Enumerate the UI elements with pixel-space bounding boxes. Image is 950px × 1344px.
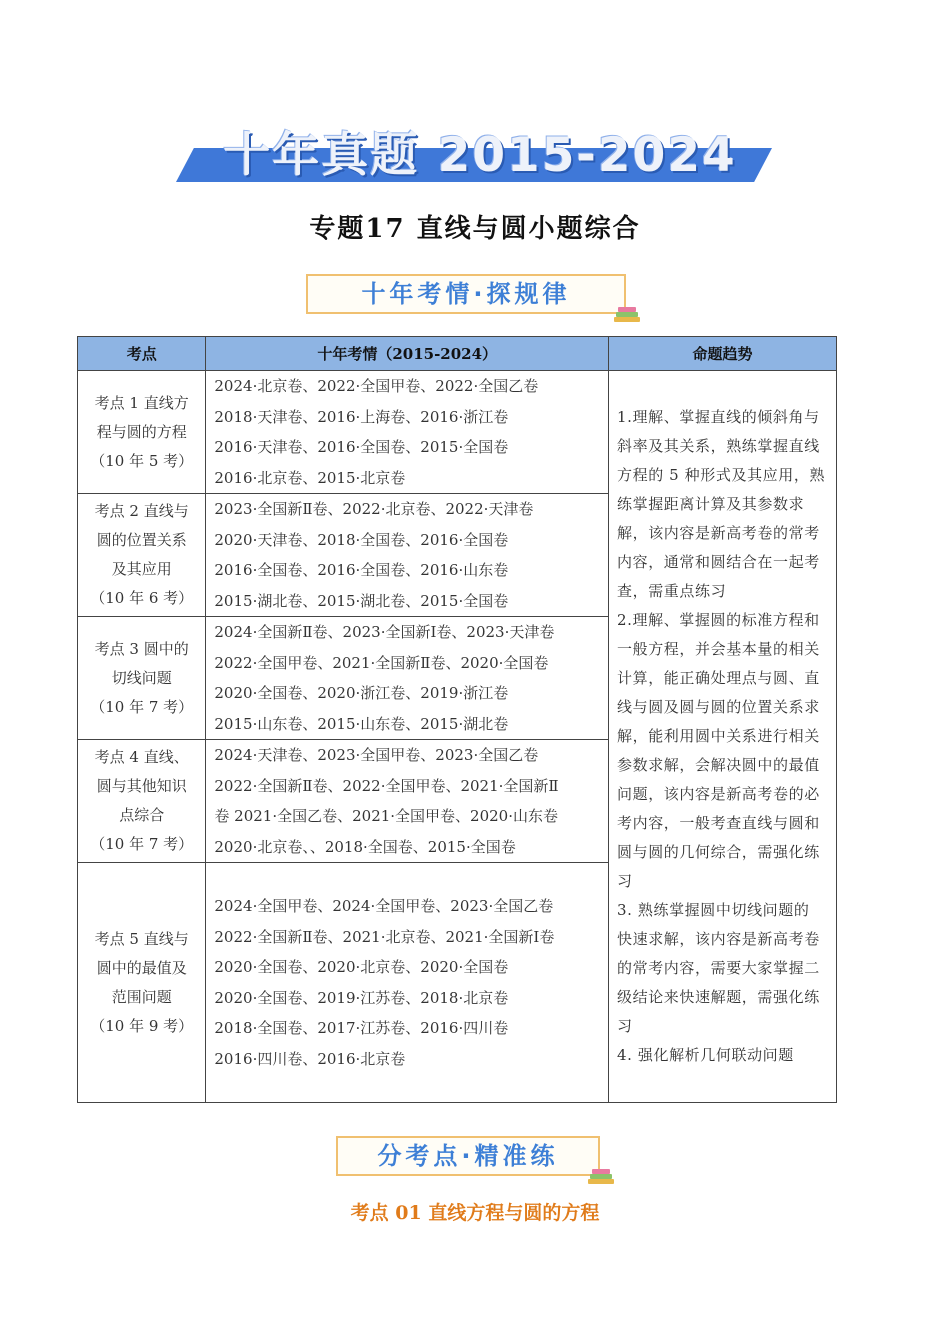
paper-line: 2015·山东卷、2015·山东卷、2015·湖北卷 (214, 714, 509, 733)
topic-line: 圆与其他知识 (96, 777, 187, 795)
title-banner (176, 118, 772, 184)
topic-line: 点综合 (119, 806, 165, 824)
papers-cell (206, 617, 609, 740)
trend-line: 快速求解，该内容是新高考卷 (617, 930, 820, 948)
paper-line: 2016·天津卷、2016·全国卷、2015·全国卷 (214, 438, 509, 456)
badge-label: 十年考情·探规律 (361, 280, 571, 308)
badge-label: 分考点·精准练 (377, 1142, 559, 1170)
paper-line: 2024·全国新Ⅱ卷、2023·全国新Ⅰ卷、2023·天津卷 (214, 623, 555, 641)
topic-line: 程与圆的方程 (96, 422, 187, 441)
topic-line: 考点 3 圆中的 (94, 639, 189, 658)
trend-line: 4. 强化解析几何联动问题 (617, 1046, 794, 1064)
trend-line: 一般方程，并会基本量的相关 (617, 640, 820, 658)
paper-line: 2020·全国卷、2020·北京卷、2020·全国卷 (214, 958, 509, 976)
paper-line: 2024·天津卷、2023·全国甲卷、2023·全国乙卷 (214, 746, 539, 764)
topic-cell (78, 494, 206, 617)
topic-cell (78, 617, 206, 740)
trend-cell (609, 371, 837, 1103)
trend-line: 2.理解、掌握圆的标准方程和 (617, 611, 820, 629)
paper-line: 2024·北京卷、2022·全国甲卷、2022·全国乙卷 (214, 377, 539, 395)
topic-line: （10 年 9 考） (90, 1016, 194, 1035)
header-trend: 命题趋势 (609, 337, 837, 371)
topic-line: 及其应用 (111, 560, 172, 578)
books-icon (614, 302, 640, 322)
trend-line: 计算，能正确处理点与圆、直 (617, 669, 820, 687)
topic-line: 考点 4 直线、 (94, 748, 189, 766)
paper-line: 2020·全国卷、2020·浙江卷、2019·浙江卷 (214, 684, 509, 702)
topic-line: 圆的位置关系 (96, 531, 187, 549)
papers-cell (206, 371, 609, 494)
paper-line: 2015·湖北卷、2015·湖北卷、2015·全国卷 (214, 591, 509, 610)
topic-line: 考点 1 直线方 (94, 393, 189, 412)
topic-line: （10 年 7 考） (90, 697, 194, 716)
exam-overview-table (77, 336, 837, 1103)
document-title: 专题17 直线与圆小题综合 (309, 214, 641, 244)
topic-cell (78, 371, 206, 494)
papers-cell (206, 494, 609, 617)
topic-line: 范围问题 (111, 987, 172, 1006)
paper-line: 2020·全国卷、2019·江苏卷、2018·北京卷 (214, 988, 509, 1007)
trend-line: 参数求解，会解决圆中的最值 (617, 756, 820, 774)
trend-line: 练掌握距离计算及其参数求 (617, 495, 805, 513)
trend-line: 的常考内容，需要大家掌握二 (617, 959, 820, 977)
header-topic: 考点 (78, 337, 206, 371)
trend-line: 斜率及其关系，熟练掌握直线 (617, 437, 820, 455)
paper-line: 2022·全国新Ⅱ卷、2022·全国甲卷、2021·全国新Ⅱ (214, 776, 559, 795)
topic-line: 切线问题 (111, 668, 172, 687)
header-papers: 十年考情（2015-2024） (206, 337, 609, 371)
topic-line: 圆中的最值及 (96, 958, 187, 977)
paper-line: 卷 2021·全国乙卷、2021·全国甲卷、2020·山东卷 (214, 807, 558, 825)
trend-line: 1.理解、掌握直线的倾斜角与 (617, 408, 820, 426)
paper-line: 2020·天津卷、2018·全国卷、2016·全国卷 (214, 530, 509, 549)
section-badge-practice (336, 1136, 600, 1176)
paper-line: 2022·全国甲卷、2021·全国新Ⅱ卷、2020·全国卷 (214, 653, 549, 672)
trend-line: 查，需重点练习 (617, 582, 727, 600)
paper-line: 2020·北京卷、、2018·全国卷、2015·全国卷 (214, 837, 516, 856)
paper-line: 2023·全国新Ⅱ卷、2022·北京卷、2022·天津卷 (214, 500, 534, 518)
trend-line: 内容，通常和圆结合在一起考 (617, 553, 820, 571)
section-badge-trends (306, 274, 626, 314)
paper-line: 2018·天津卷、2016·上海卷、2016·浙江卷 (214, 407, 509, 426)
topic-cell (78, 740, 206, 863)
topic-cell (78, 863, 206, 1103)
section-heading: 考点 01 直线方程与圆的方程 (350, 1202, 600, 1224)
trend-line: 解，能利用圆中关系进行相关 (617, 727, 820, 745)
trend-line: 线与圆及圆与圆的位置关系求 (617, 698, 820, 716)
banner-text: 十年真题 2015-2024 (223, 128, 737, 183)
trend-line: 习 (617, 872, 633, 890)
papers-cell (206, 863, 609, 1103)
table-header-row (78, 337, 837, 371)
topic-line: 考点 2 直线与 (94, 502, 189, 520)
paper-line: 2016·全国卷、2016·全国卷、2016·山东卷 (214, 561, 509, 579)
topic-line: 考点 5 直线与 (94, 929, 189, 948)
paper-line: 2016·北京卷、2015·北京卷 (214, 468, 406, 487)
topic-line: （10 年 5 考） (90, 451, 194, 470)
trend-line: 级结论来快速解题，需强化练 (617, 988, 820, 1006)
books-icon (588, 1164, 614, 1184)
trend-line: 方程的 5 种形式及其应用，熟 (617, 466, 826, 484)
trend-line: 习 (617, 1017, 633, 1035)
trend-line: 问题，该内容是新高考卷的必 (617, 785, 820, 803)
paper-line: 2022·全国新Ⅱ卷、2021·北京卷、2021·全国新Ⅰ卷 (214, 927, 555, 946)
topic-line: （10 年 7 考） (90, 835, 194, 853)
paper-line: 2018·全国卷、2017·江苏卷、2016·四川卷 (214, 1019, 509, 1037)
trend-line: 考内容，一般考查直线与圆和 (617, 814, 820, 832)
papers-cell (206, 740, 609, 863)
trend-line: 解，该内容是新高考卷的常考 (617, 524, 820, 542)
paper-line: 2024·全国甲卷、2024·全国甲卷、2023·全国乙卷 (214, 897, 554, 915)
trend-line: 圆与圆的几何综合，需强化练 (617, 843, 820, 861)
topic-line: （10 年 6 考） (90, 589, 194, 607)
table-row (78, 371, 837, 494)
trend-line: 3. 熟练掌握圆中切线问题的 (617, 901, 810, 919)
paper-line: 2016·四川卷、2016·北京卷 (214, 1049, 406, 1068)
